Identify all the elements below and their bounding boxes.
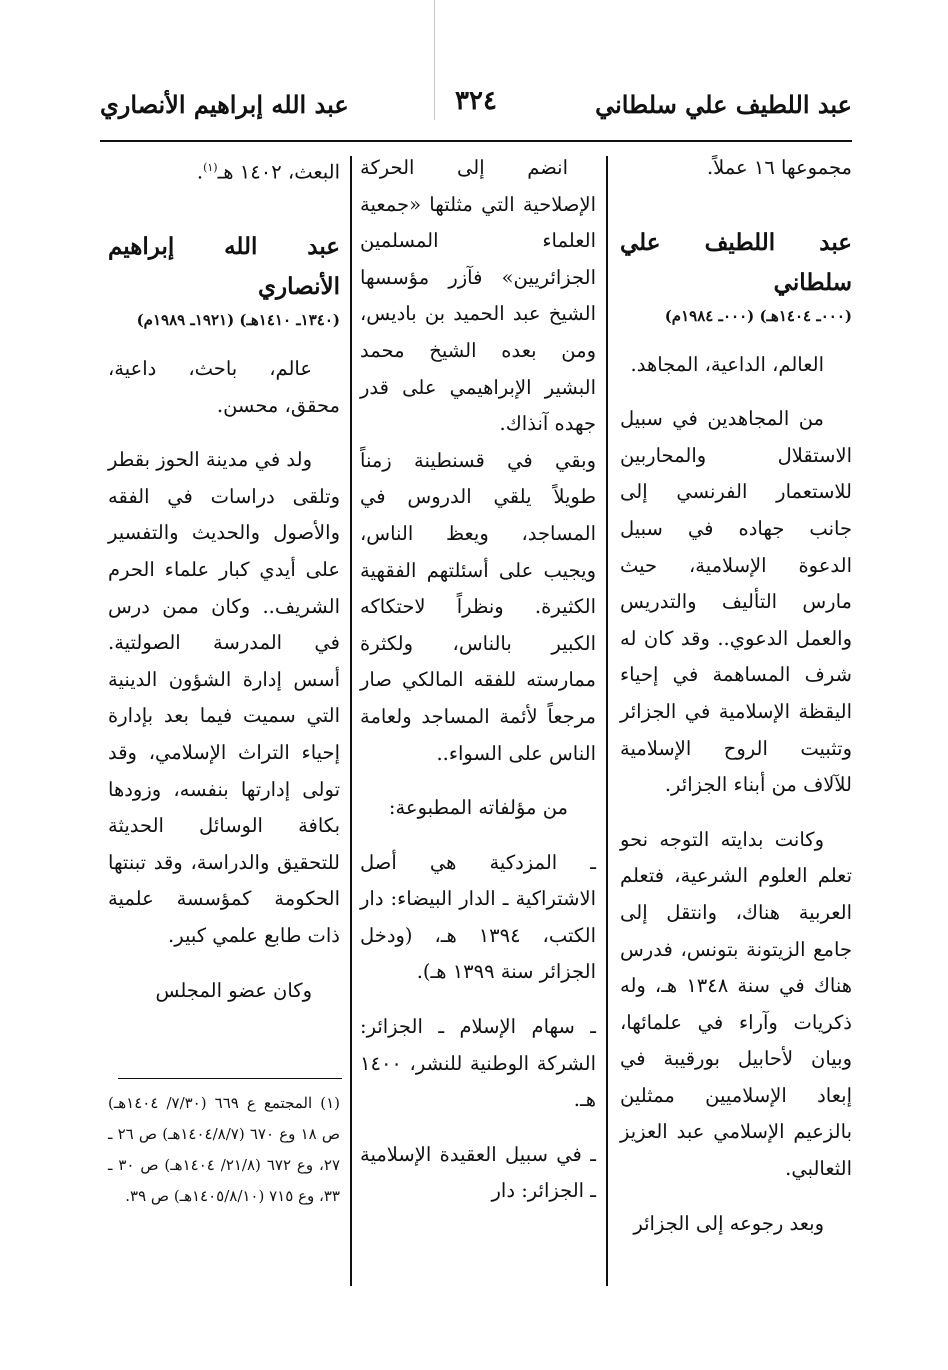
work-item: ـ المزدكية هي أصل الاشتراكية ـ الدار البيضاء: دار الكتب، ١٣٩٤ هـ، (ودخل الجزائر سنة ١٣٩٩ هـ). [360, 850, 597, 984]
column-divider-left [350, 156, 352, 1286]
bio-name-sultani: عبد اللطيف علي سلطاني [620, 228, 852, 296]
paragraph: وبقي في قسنطينة زمناً طويلاً يلقي الدروس في المساجد، ويعظ الناس، ويجيب على أسئلتهم الفقهية الكثيرة. ونظراً لاحتكاكه الكبير بالناس، ولكثرة ممارسته للفقه المالكي صار مرجعاً لأئمة المساجد ولعامة الناس على السواء.. [360, 448, 596, 765]
work-item: ـ في سبيل العقيدة الإسلامية ـ الجزائر: دار [360, 1142, 596, 1203]
paragraph: وبعد رجوعه إلى الجزائر [633, 1211, 824, 1235]
column-middle [360, 150, 596, 1210]
paragraph: انضم إلى الحركة الإصلاحية التي مثلتها «جمعية العلماء المسلمين الجزائريين» فآزر مؤسسها الشيخ عبد الحميد بن باديس، ومن بعده الشيخ محمد البشير الإبراهيمي على قدر جهده آنذاك. [360, 156, 596, 436]
paragraph: وكان عضو المجلس [155, 978, 312, 1002]
works-heading: من مؤلفاته المطبوعة: [388, 796, 568, 820]
epithets-sultani: العالم، الداعية، المجاهد. [630, 352, 824, 376]
footnote: (١) المجتمع ع ٦٦٩ (٧/٣٠/ ١٤٠٤هـ) ص ١٨ وع ٦٧٠ (١٤٠٤/٨/٧هـ) ص ٢٦ ـ ٢٧، وع ٦٧٢ (٢١/٨/ ١٤٠٤هـ) ص ٣٠ ـ ٣٣، وع ٧١٥ (١٤٠٥/٨/١٠هـ) ص ٣٩. [108, 1094, 341, 1205]
intro-line [108, 150, 340, 191]
bio-dates-ansari: (١٣٤٠ـ ١٤١٠هـ) (١٩٢١ـ ١٩٨٩م) [136, 311, 340, 330]
running-header [100, 84, 852, 132]
paragraph: ولد في مدينة الحوز بقطر وتلقى دراسات في الفقه والأصول والحديث والتفسير على أيدي كبار علماء الحرم الشريف.. وكان ممن درس في المدرسة الصولتية. أسس إدارة الشؤون الدينية التي سميت فيما بعد بإدارة إحياء التراث الإسلامي، وقد تولى إدارتها بنفسه، وزودها بكافة الوسائل الحديثة للتحقيق والدراسة، وقد تبنتها الحكومة كمؤسسة علمية ذات طابع علمي كبير. [108, 448, 340, 947]
footnote-rule [118, 1078, 342, 1079]
intro-end: . [196, 160, 204, 184]
header-right-name: عبد اللطيف علي سلطاني [595, 90, 852, 119]
header-rule [100, 140, 852, 142]
intro-line: مجموعها ١٦ عملاً. [706, 156, 852, 179]
paragraph: من المجاهدين في سبيل الاستقلال والمحاربين للاستعمار الفرنسي إلى جانب جهاده في سبيل الدعوة الإسلامية، حيث مارس التأليف والتدريس والعمل الدعوي.. وقد كان له شرف المساهمة في إحياء اليقظة الإسلامية في الجزائر وتثبيت الروح الإسلامية للآلاف من أبناء الجزائر. [620, 407, 852, 797]
work-item: ـ سهام الإسلام ـ الجزائر: الشركة الوطنية للنشر، ١٤٠٠ هـ. [360, 1015, 596, 1112]
page-number: ٣٢٤ [455, 86, 497, 116]
paragraph: وكانت بدايته التوجه نحو تعلم العلوم الشرعية، فتعلم العربية هناك، وانتقل إلى جامع الزيتونة بتونس، فدرس هناك في سنة ١٣٤٨ هـ، وله ذكريات وآراء في علمائها، وبيان لأحابيل بورقيبة في إبعاد الإسلاميين ممثلين بالزعيم الإسلامي عبد العزيز الثعالبي. [620, 827, 853, 1181]
bio-name-ansari: عبد الله إبراهيم الأنصاري [108, 233, 340, 301]
intro-text: البعث، ١٤٠٢ هـ [217, 160, 340, 184]
column-left [108, 150, 340, 1009]
column-divider-right [606, 156, 608, 1286]
footnote-marker: (١) [203, 161, 218, 174]
column-right [620, 150, 852, 1242]
bio-dates-sultani: (٠٠٠ـ ١٤٠٤هـ) (٠٠٠ـ ١٩٨٤م) [664, 306, 852, 325]
epithets-ansari: عالم، باحث، داعية، محقق، محسن. [108, 357, 340, 417]
header-left-name: عبد الله إبراهيم الأنصاري [100, 90, 349, 119]
